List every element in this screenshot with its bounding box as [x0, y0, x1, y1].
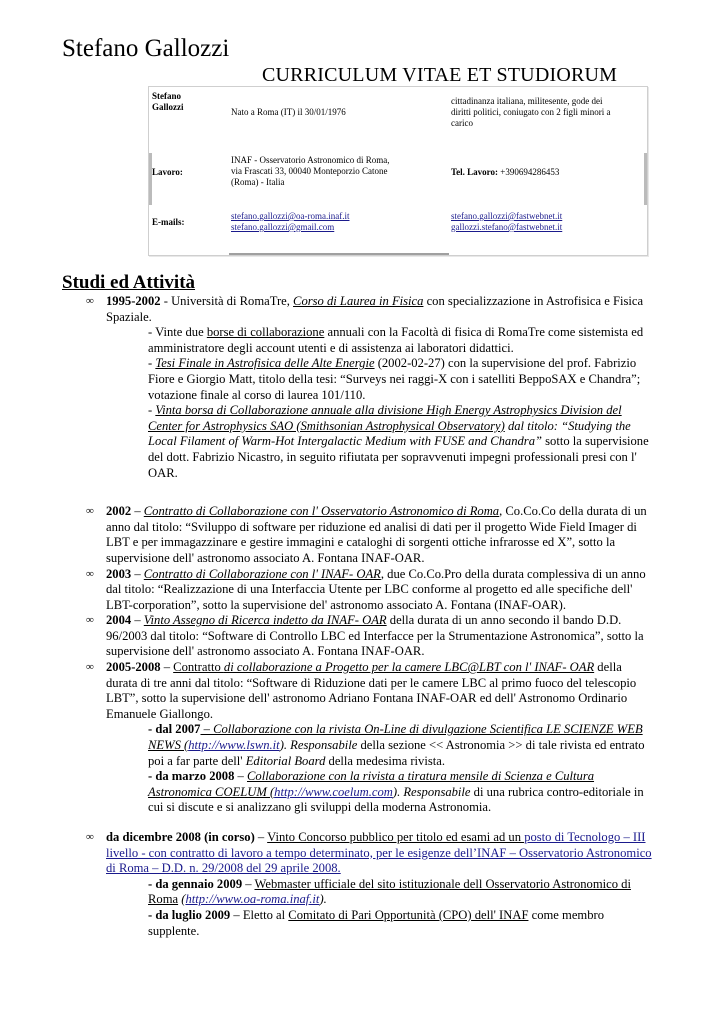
sub-text: come membro supplente.: [148, 907, 604, 938]
sub-item: [106, 403, 656, 481]
work-address: [231, 155, 431, 188]
entry-years: 2004: [106, 613, 132, 628]
list-item: [0, 660, 724, 816]
list-item: [0, 567, 724, 614]
entry-years: 2002: [106, 504, 132, 519]
sub-highlight: Collaborazione con la rivista a tiratura mensile di Scienza e Cultura Astronomica COELUM (: [148, 769, 595, 799]
emails-label: E-mails:: [152, 217, 185, 227]
sub-text: dal titolo: “Studying the Local Filament of Warm-Hot Intergalactic Medium with FUSE and Chandra”: [148, 418, 631, 449]
sub-text: annuali con la Facoltà di fisica di RomaTre come sistemista ed amministratore degli account utenti e di assistenza ai laboratori didattici.: [148, 325, 644, 355]
entry-course: Corso di Laurea in Fisica: [293, 294, 424, 308]
entry-text: –: [131, 566, 144, 581]
entry-contract: Vinto Concorso pubblico per titolo ed esami ad un: [267, 830, 525, 844]
email-link-3[interactable]: stefano.gallozzi@fastwebnet.it: [451, 211, 563, 221]
sub-highlight: Vinta borsa di Collaborazione annuale alla divisione High Energy Astrophysics Division del Center for Astrophysics SAO (Smithsonian Astrophysical Observatory): [148, 403, 622, 433]
info-name-first: Stefano: [152, 91, 181, 101]
cv-title: CURRICULUM VITAE ET STUDIORUM: [262, 64, 618, 86]
sub-text: ).: [279, 738, 288, 753]
entry-contract: Contratto di Collaborazione con l' INAF- OAR: [143, 566, 381, 581]
sub-highlight: Comitato di Pari Opportunità (CPO): [288, 907, 472, 922]
list-item: [0, 294, 724, 481]
bullet-icon: ∞: [86, 567, 94, 580]
oa-roma-link[interactable]: http://www.oa-roma.inaf.it: [185, 892, 320, 907]
entry-text: della durata di un anno secondo il bando D.D. 96/2003 dal titolo: “Software di Controllo LBC ed Interfacce per la Strumentazione Astronomica”, sotto la supervisione dell' astronomo associato A. Fontana INAF-OAR.: [106, 613, 644, 659]
lswn-link[interactable]: http://www.lswn.it: [188, 738, 280, 753]
table-bottom-rule: [229, 253, 449, 255]
entry-text: –: [254, 830, 268, 844]
info-table: [148, 86, 648, 256]
sub-text: (: [178, 892, 186, 907]
sub-date: - da marzo 2008: [148, 769, 235, 784]
bullet-icon: ∞: [86, 614, 94, 627]
sub-item: [106, 325, 656, 356]
sub-item: [106, 356, 656, 403]
sub-text: della sezione << Astronomia >> di tale rivista ed entrato poi a far parte dell': [148, 738, 645, 768]
sub-text: –: [234, 769, 247, 784]
activity-list: [0, 294, 724, 939]
entry-years: 1995-2002: [106, 294, 161, 308]
info-name-last: Gallozzi: [152, 102, 184, 112]
sub-text: Responsabile: [400, 784, 471, 799]
entry-text: con specializzazione in Astrofisica e Fisica Spaziale.: [106, 294, 644, 324]
bullet-icon: ∞: [86, 295, 94, 307]
work-address-line1: INAF - Osservatorio Astronomico di Roma,: [231, 155, 390, 165]
section-title: Studi ed Attività: [62, 272, 196, 293]
emails-personal: [451, 211, 562, 233]
sub-highlight: – Collaborazione con la rivista On-Line di divulgazione Scientifica LE SCIENZE WEB NEWS (: [148, 722, 643, 753]
spacer: [0, 481, 724, 504]
sub-text: della medesima rivista.: [325, 753, 445, 768]
sub-text: Editorial Board: [245, 753, 326, 768]
info-name: [152, 91, 222, 113]
bullet-icon: ∞: [86, 831, 94, 843]
row-divider-left: [149, 153, 152, 205]
sub-item: [106, 877, 656, 908]
row-divider-right: [644, 153, 647, 205]
entry-contract: Contratto: [173, 660, 224, 675]
sub-text: - Vinte due: [148, 325, 207, 340]
emails-work: [231, 211, 350, 233]
email-link-1[interactable]: stefano.gallozzi@oa-roma.inaf.it: [231, 211, 350, 221]
sub-highlight: Webmaster ufficiale del sito istituzionale dell Osservatorio Astronomico di Roma: [148, 876, 631, 907]
sub-date: - dal 2007: [148, 722, 201, 737]
email-link-2[interactable]: stefano.gallozzi@gmail.com: [231, 222, 335, 232]
bullet-icon: ∞: [86, 661, 94, 674]
entry-text: , Co.Co.Co della durata di un anno dal titolo: “Sviluppo di software per riduzione ed analisi di dati per il progetto Wide Field Imager di LBT e per immagazzinare e gestire immagini e cataloghi di sorgenti ottiche infrarosse ed X”, sotto la supervisione dell' astronomo associato A. Fontana INAF-OAR.: [106, 504, 647, 565]
entry-text: –: [131, 504, 144, 519]
bullet-icon: ∞: [86, 505, 94, 518]
sub-date: - da luglio 2009: [148, 907, 231, 922]
entry-contract: Contratto di Collaborazione con l' Osservatorio Astronomico di Roma: [143, 504, 500, 519]
list-item: [0, 613, 724, 660]
entry-text: –: [131, 613, 144, 628]
work-phone: [451, 167, 559, 178]
entry-text: –: [160, 660, 174, 675]
sub-highlight: Tesi Finale in Astrofisica delle Alte Energie: [155, 356, 375, 371]
entry-years: 2005-2008: [106, 660, 161, 675]
sub-item: [106, 769, 656, 816]
sub-item: [106, 908, 656, 939]
page-name: Stefano Gallozzi: [62, 35, 230, 62]
sub-text: ).: [392, 784, 401, 799]
spacer: [0, 816, 724, 830]
entry-years: 2003: [106, 566, 132, 581]
list-item: [0, 504, 724, 566]
work-address-line3: (Roma) - Italia: [231, 177, 285, 187]
sub-highlight: borse di collaborazione: [206, 325, 325, 340]
entry-grant: Vinto Assegno di Ricerca indetto da INAF- OAR: [143, 613, 387, 628]
sub-text: -: [148, 356, 156, 371]
sub-highlight: dell' INAF: [471, 907, 529, 922]
sub-text: sotto la supervisione del dott. Fabrizio Nicastro, in seguito rifiutata per sopravvenuti impegni professionali presi con l' OAR.: [148, 434, 649, 480]
sub-text: di una rubrica contro-editoriale in cui si discute e si analizzano gli sviluppi della moderna Astronomia.: [148, 784, 644, 815]
info-citizenship: cittadinanza italiana, militesente, gode dei diritti politici, coniugato con 2 figli minori a carico: [451, 96, 611, 128]
sub-text: ).: [319, 892, 327, 907]
work-address-line2: via Frascati 33, 00040 Monteporzio Catone: [231, 166, 388, 176]
sub-text: –: [242, 876, 255, 891]
entry-contract: di collaborazione a Progetto per la camere LBC@LBT con l' INAF- OAR: [223, 660, 595, 675]
sub-item: [106, 722, 656, 769]
tel-label: Tel. Lavoro:: [451, 167, 499, 177]
tecnologo-link[interactable]: posto di Tecnologo – III livello - con contratto di lavoro a tempo determinato, per le esigenze dell’INAF – Osservatorio Astronomico di Roma – D.D. n. 29/2008 del 29 aprile 2008.: [106, 830, 652, 876]
list-item: [0, 830, 724, 939]
tel-value: +390694286453: [498, 167, 560, 177]
entry-text: della durata di tre anni dal titolo: “Software di Riduzione dati per le camere LBC al primo fuoco del telescopio LBT”, sotto la supervisione dell' astronomo Adriano Fontana INAF-OAR ed dell' Astronomo Ordinario Emanuele Giallongo.: [106, 660, 637, 721]
entry-text: , due Co.Co.Pro della durata complessiva di un anno dal titolo: “Realizzazione di una Interfaccia Utente per LBC conforme al progetto ed alle specifiche dell' LBT-corporation”, sotto la supervisione del' astronomo associato A. Fontana (INAF-OAR).: [106, 566, 646, 612]
info-birth: Nato a Roma (IT) il 30/01/1976: [231, 107, 346, 117]
email-link-4[interactable]: gallozzi.stefano@fastwebnet.it: [451, 222, 563, 232]
sub-text: Responsabile: [287, 738, 358, 753]
work-label: Lavoro:: [152, 167, 183, 177]
entry-years: da dicembre 2008 (in corso): [106, 830, 255, 844]
sub-text: -: [148, 403, 156, 418]
coelum-link[interactable]: http://www.coelum.com: [274, 784, 393, 799]
sub-text: – Eletto al: [230, 907, 289, 922]
sub-date: - da gennaio 2009: [148, 876, 243, 891]
entry-text: - Università di RomaTre,: [160, 294, 294, 308]
sub-text: (2002-02-27) con la supervisione del prof. Fabrizio Fiore e Giorgio Matt, titolo della tesi: “Surveys nei raggi-X con i satelliti BeppoSAX e Chandra”; votazione finale al corso di laurea 101/110.: [148, 356, 641, 402]
